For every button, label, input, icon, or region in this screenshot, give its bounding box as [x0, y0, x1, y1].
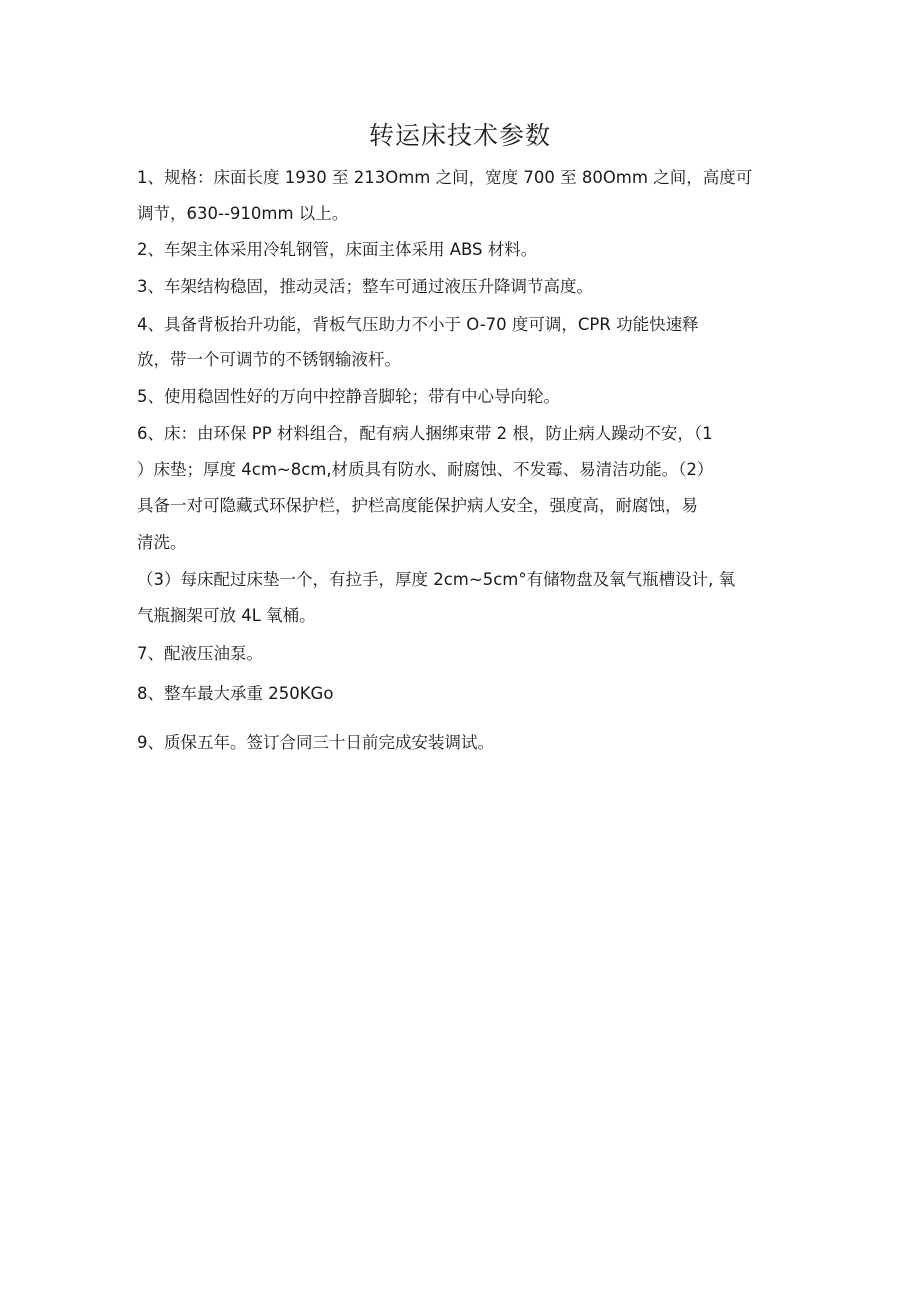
text-line: 1、规格：床面长度 1930 至 213Omm 之间，宽度 700 至 80Omm 之间，高度可	[137, 168, 753, 187]
text-line: 6、床：由环保 PP 材料组合，配有病人捆绑束带 2 根，防止病人躁动不安，（1	[137, 424, 713, 443]
text-line: 调节，630--910mm 以上。	[137, 204, 349, 223]
text-line: 9、质保五年。签订合同三十日前完成安装调试。	[137, 733, 494, 752]
text-line: 2、车架主体采用冷轧钢管，床面主体采用 ABS 材料。	[137, 240, 538, 259]
document-title: 转运床技术参数	[368, 121, 551, 150]
text-line: 具备一对可隐藏式环保护栏，护栏高度能保护病人安全，强度高，耐腐蚀，易	[137, 496, 698, 515]
text-line: 3、车架结构稳固，推动灵活；整车可通过液压升降调节高度。	[137, 277, 593, 296]
text-line: ）床垫；厚度 4cm~8cm,材质具有防水、耐腐蚀、不发霉、易清洁功能。（2）	[137, 460, 714, 479]
text-line: 4、具备背板抬升功能，背板气压助力不小于 O-70 度可调，CPR 功能快速释	[137, 315, 699, 334]
text-line: 气瓶搁架可放 4L 氧桶。	[137, 606, 316, 625]
text-line: 5、使用稳固性好的万向中控静音脚轮；带有中心导向轮。	[137, 387, 560, 406]
text-line: （3）每床配过床垫一个，有拉手，厚度 2cm~5cm°有储物盘及氧气瓶槽设计, 氧	[137, 570, 736, 589]
text-line: 清洗。	[137, 533, 187, 552]
text-line: 8、整车最大承重 250KGo	[137, 684, 334, 703]
text-line: 放，带一个可调节的不锈钢输液杆。	[137, 350, 401, 369]
text-line: 7、配液压油泵。	[137, 644, 263, 663]
